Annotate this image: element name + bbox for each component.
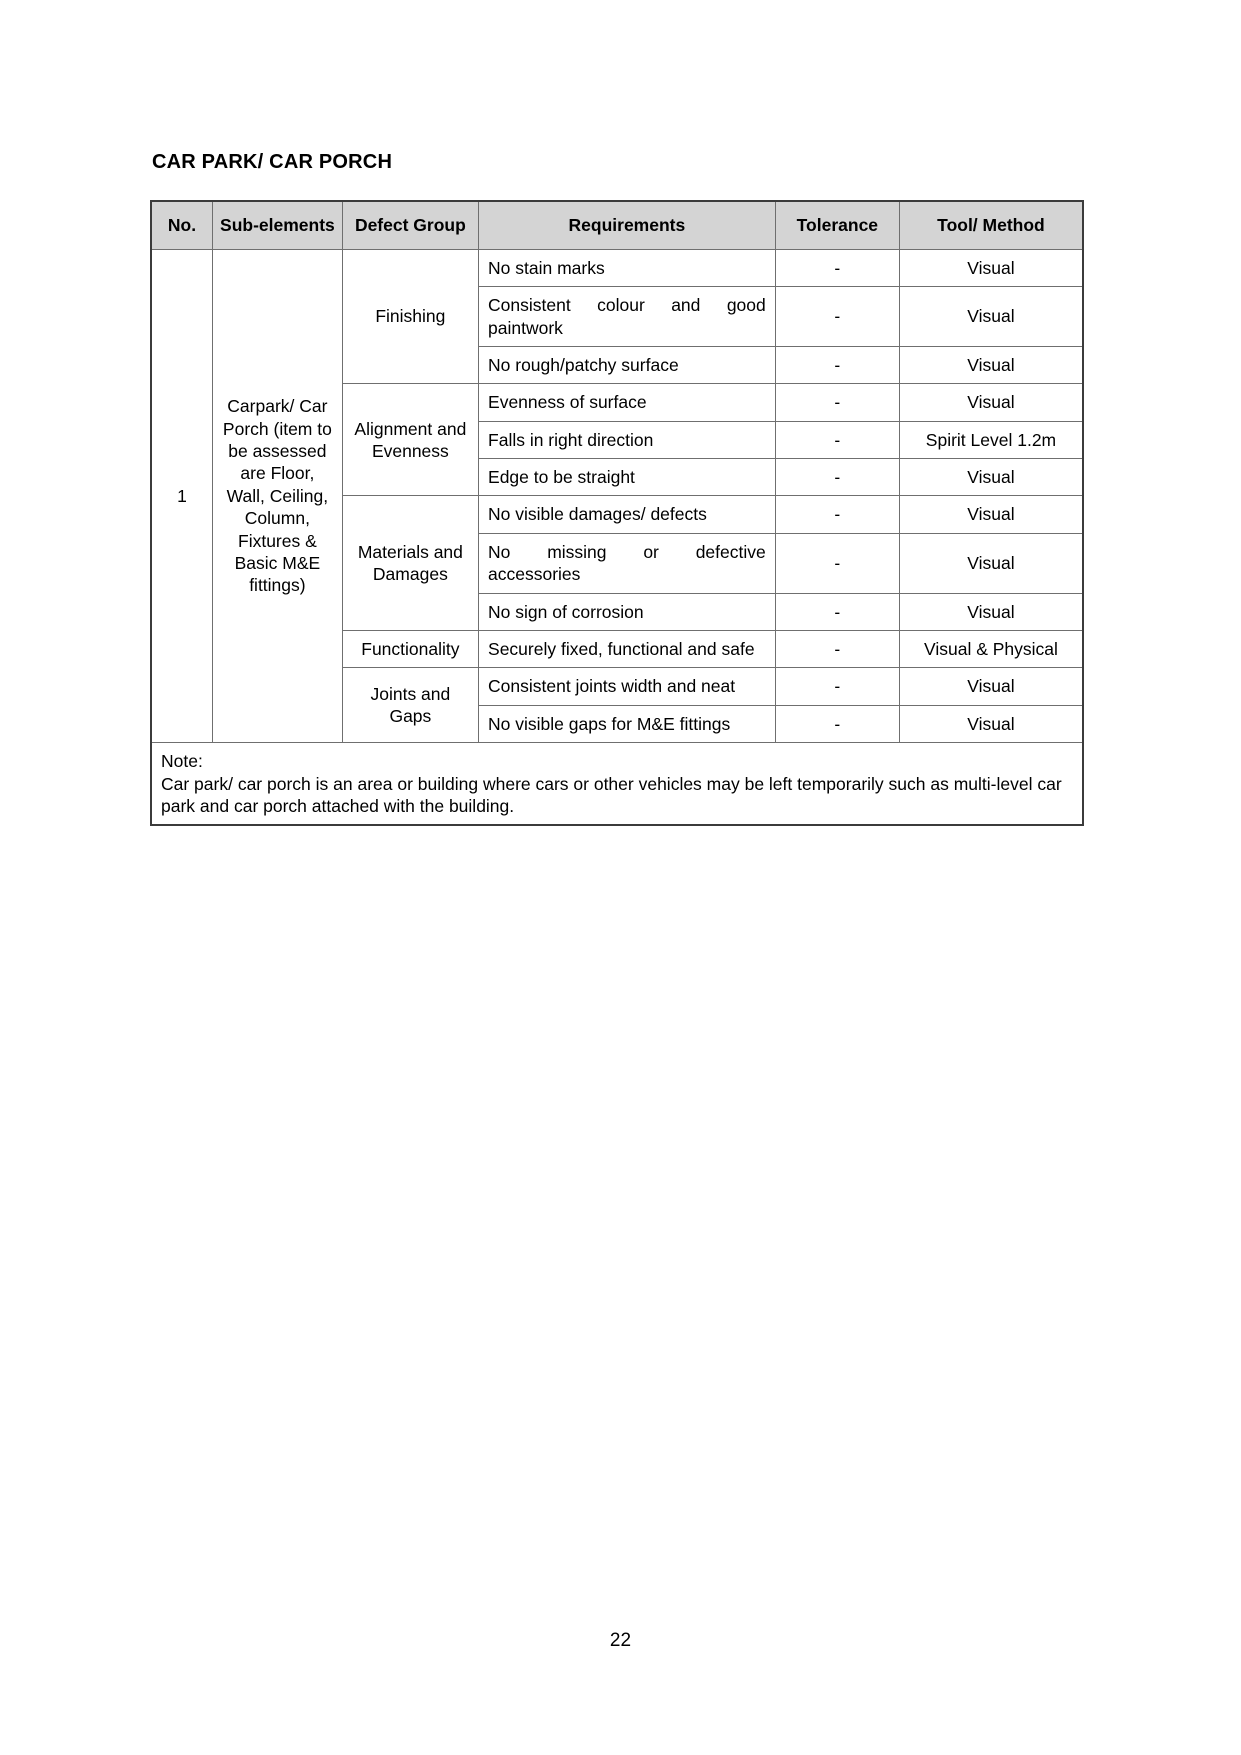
cell-defect-group: Functionality (342, 631, 478, 668)
cell-tolerance: - (775, 705, 899, 742)
note-label: Note: (161, 751, 203, 772)
cell-tool-method: Visual & Physical (899, 631, 1083, 668)
cell-tool-method: Visual (899, 533, 1083, 593)
column-header-defect-group: Defect Group (342, 201, 478, 249)
cell-tool-method: Spirit Level 1.2m (899, 421, 1083, 458)
cell-tool-method: Visual (899, 459, 1083, 496)
cell-defect-group: Alignment and Evenness (342, 384, 478, 496)
cell-tool-method: Visual (899, 668, 1083, 705)
column-header-sub-elements: Sub-elements (213, 201, 343, 249)
table-header-row (151, 201, 1083, 249)
cell-requirement: Securely fixed, functional and safe (479, 631, 776, 668)
cell-requirement: No sign of corrosion (479, 593, 776, 630)
cell-requirement: No missing or defective accessories (479, 533, 776, 593)
column-header-tolerance: Tolerance (775, 201, 899, 249)
cell-tool-method: Visual (899, 384, 1083, 421)
cell-requirement: Falls in right direction (479, 421, 776, 458)
cell-tool-method: Visual (899, 705, 1083, 742)
cell-defect-group: Joints and Gaps (342, 668, 478, 743)
cell-tolerance: - (775, 593, 899, 630)
page-number: 22 (609, 1630, 632, 1651)
cell-requirement: Consistent colour and good paintwork (479, 287, 776, 347)
cell-tool-method: Visual (899, 593, 1083, 630)
cell-requirement: No rough/patchy surface (479, 346, 776, 383)
defect-specification-table (150, 200, 1084, 826)
cell-tolerance: - (775, 533, 899, 593)
cell-tool-method: Visual (899, 287, 1083, 347)
table-note-row (151, 743, 1083, 826)
cell-tool-method: Visual (899, 249, 1083, 286)
cell-requirement: No visible gaps for M&E fittings (479, 705, 776, 742)
cell-defect-group: Materials and Damages (342, 496, 478, 631)
column-header-requirements: Requirements (479, 201, 776, 249)
cell-tolerance: - (775, 384, 899, 421)
cell-tolerance: - (775, 346, 899, 383)
cell-tolerance: - (775, 421, 899, 458)
page-title: CAR PARK/ CAR PORCH (152, 151, 393, 173)
cell-tool-method: Visual (899, 496, 1083, 533)
cell-requirement: Edge to be straight (479, 459, 776, 496)
cell-sub-element: Carpark/ Car Porch (item to be assessed are Floor, Wall, Ceiling, Column, Fixtures & Basic M&E fittings) (213, 249, 343, 742)
cell-tolerance: - (775, 459, 899, 496)
cell-tolerance: - (775, 287, 899, 347)
cell-requirement: Consistent joints width and neat (479, 668, 776, 705)
cell-tolerance: - (775, 496, 899, 533)
note-text: Car park/ car porch is an area or building where cars or other vehicles may be left temporarily such as multi-level car park and car porch attached with the building. (161, 773, 1062, 816)
cell-defect-group: Finishing (342, 249, 478, 384)
table-row (151, 249, 1083, 286)
cell-requirement: No visible damages/ defects (479, 496, 776, 533)
cell-tolerance: - (775, 249, 899, 286)
cell-tolerance: - (775, 668, 899, 705)
cell-tolerance: - (775, 631, 899, 668)
cell-tool-method: Visual (899, 346, 1083, 383)
cell-row-number: 1 (151, 249, 213, 742)
note-cell (151, 743, 1083, 826)
cell-requirement: Evenness of surface (479, 384, 776, 421)
page-content (150, 150, 1091, 826)
column-header-tool-method: Tool/ Method (899, 201, 1083, 249)
column-header-no: No. (151, 201, 213, 249)
cell-requirement: No stain marks (479, 249, 776, 286)
